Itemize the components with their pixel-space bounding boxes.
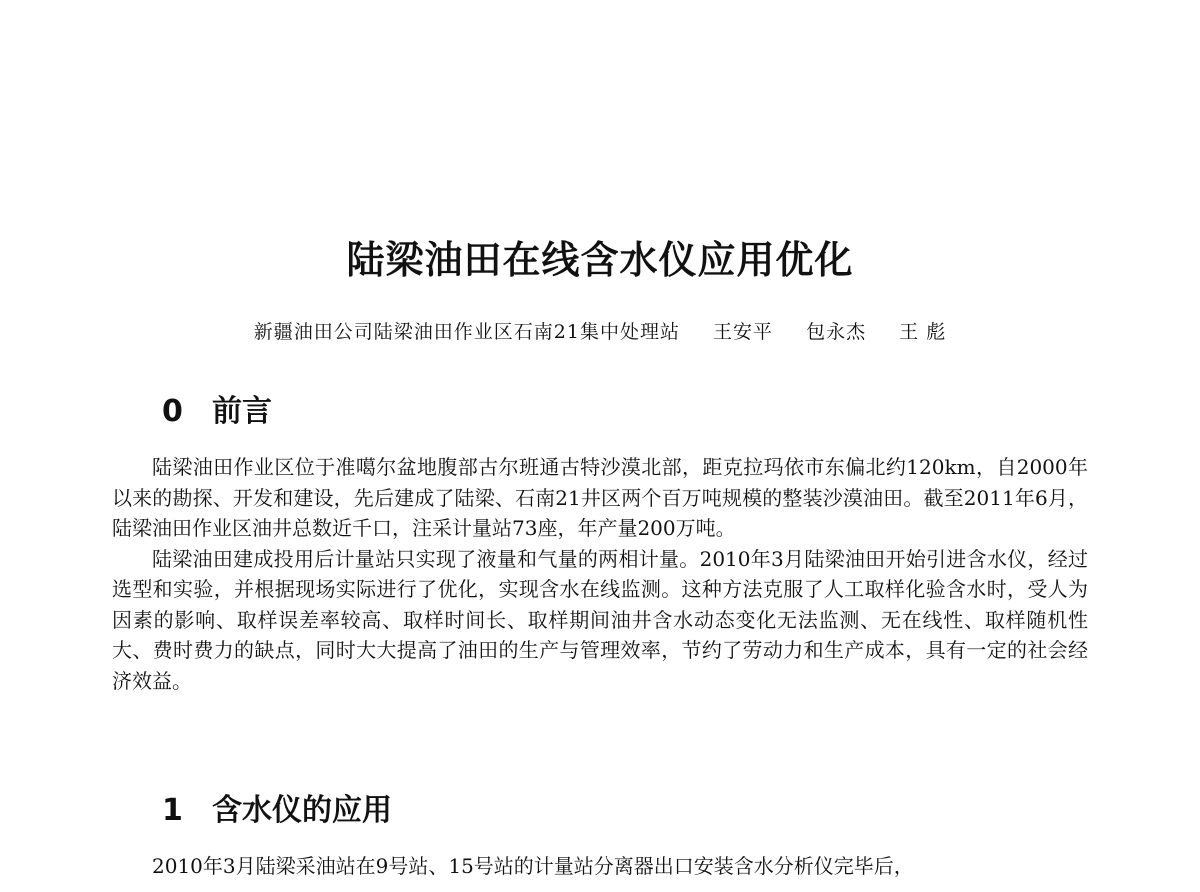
affiliation: 新疆油田公司陆梁油田作业区石南21集中处理站 (253, 321, 680, 343)
section-body-preface (112, 452, 1088, 696)
section-heading-application (162, 790, 392, 832)
author-2: 包永杰 (806, 321, 867, 343)
section-number: 0 (162, 394, 183, 429)
author-1: 王安平 (713, 321, 774, 343)
author-3: 王 彪 (899, 321, 947, 343)
paper-title: 陆梁油田在线含水仪应用优化 (346, 238, 854, 282)
section-number: 1 (162, 793, 183, 828)
section-title: 含水仪的应用 (212, 793, 392, 828)
paragraph: 陆梁油田作业区位于准噶尔盆地腹部古尔班通古特沙漠北部，距克拉玛依市东偏北约120km，自2000年以来的勘探、开发和建设，先后建成了陆梁、石南21井区两个百万吨规模的整装沙漠油田。截至2011年6月，陆梁油田作业区油井总数近千口，注采计量站73座，年产量200万吨。 (112, 455, 1088, 540)
paragraph: 陆梁油田建成投用后计量站只实现了液量和气量的两相计量。2010年3月陆梁油田开始引进含水仪，经过选型和实验，并根据现场实际进行了优化，实现含水在线监测。这种方法克服了人工取样化验含水时，受人为因素的影响、取样误差率较高、取样时间长、取样期间油井含水动态变化无法监测、无在线性、取样随机性大、费时费力的缺点，同时大大提高了油田的生产与管理效率，节约了劳动力和生产成本，具有一定的社会经济效益。 (112, 546, 1088, 693)
paragraph: 2010年3月陆梁采油站在9号站、15号站的计量站分离器出口安装含水分析仪完毕后， (152, 854, 914, 878)
section-heading-preface (162, 391, 272, 433)
section-title: 前言 (212, 394, 272, 429)
byline (0, 317, 1200, 347)
section-body-application (112, 851, 1088, 882)
